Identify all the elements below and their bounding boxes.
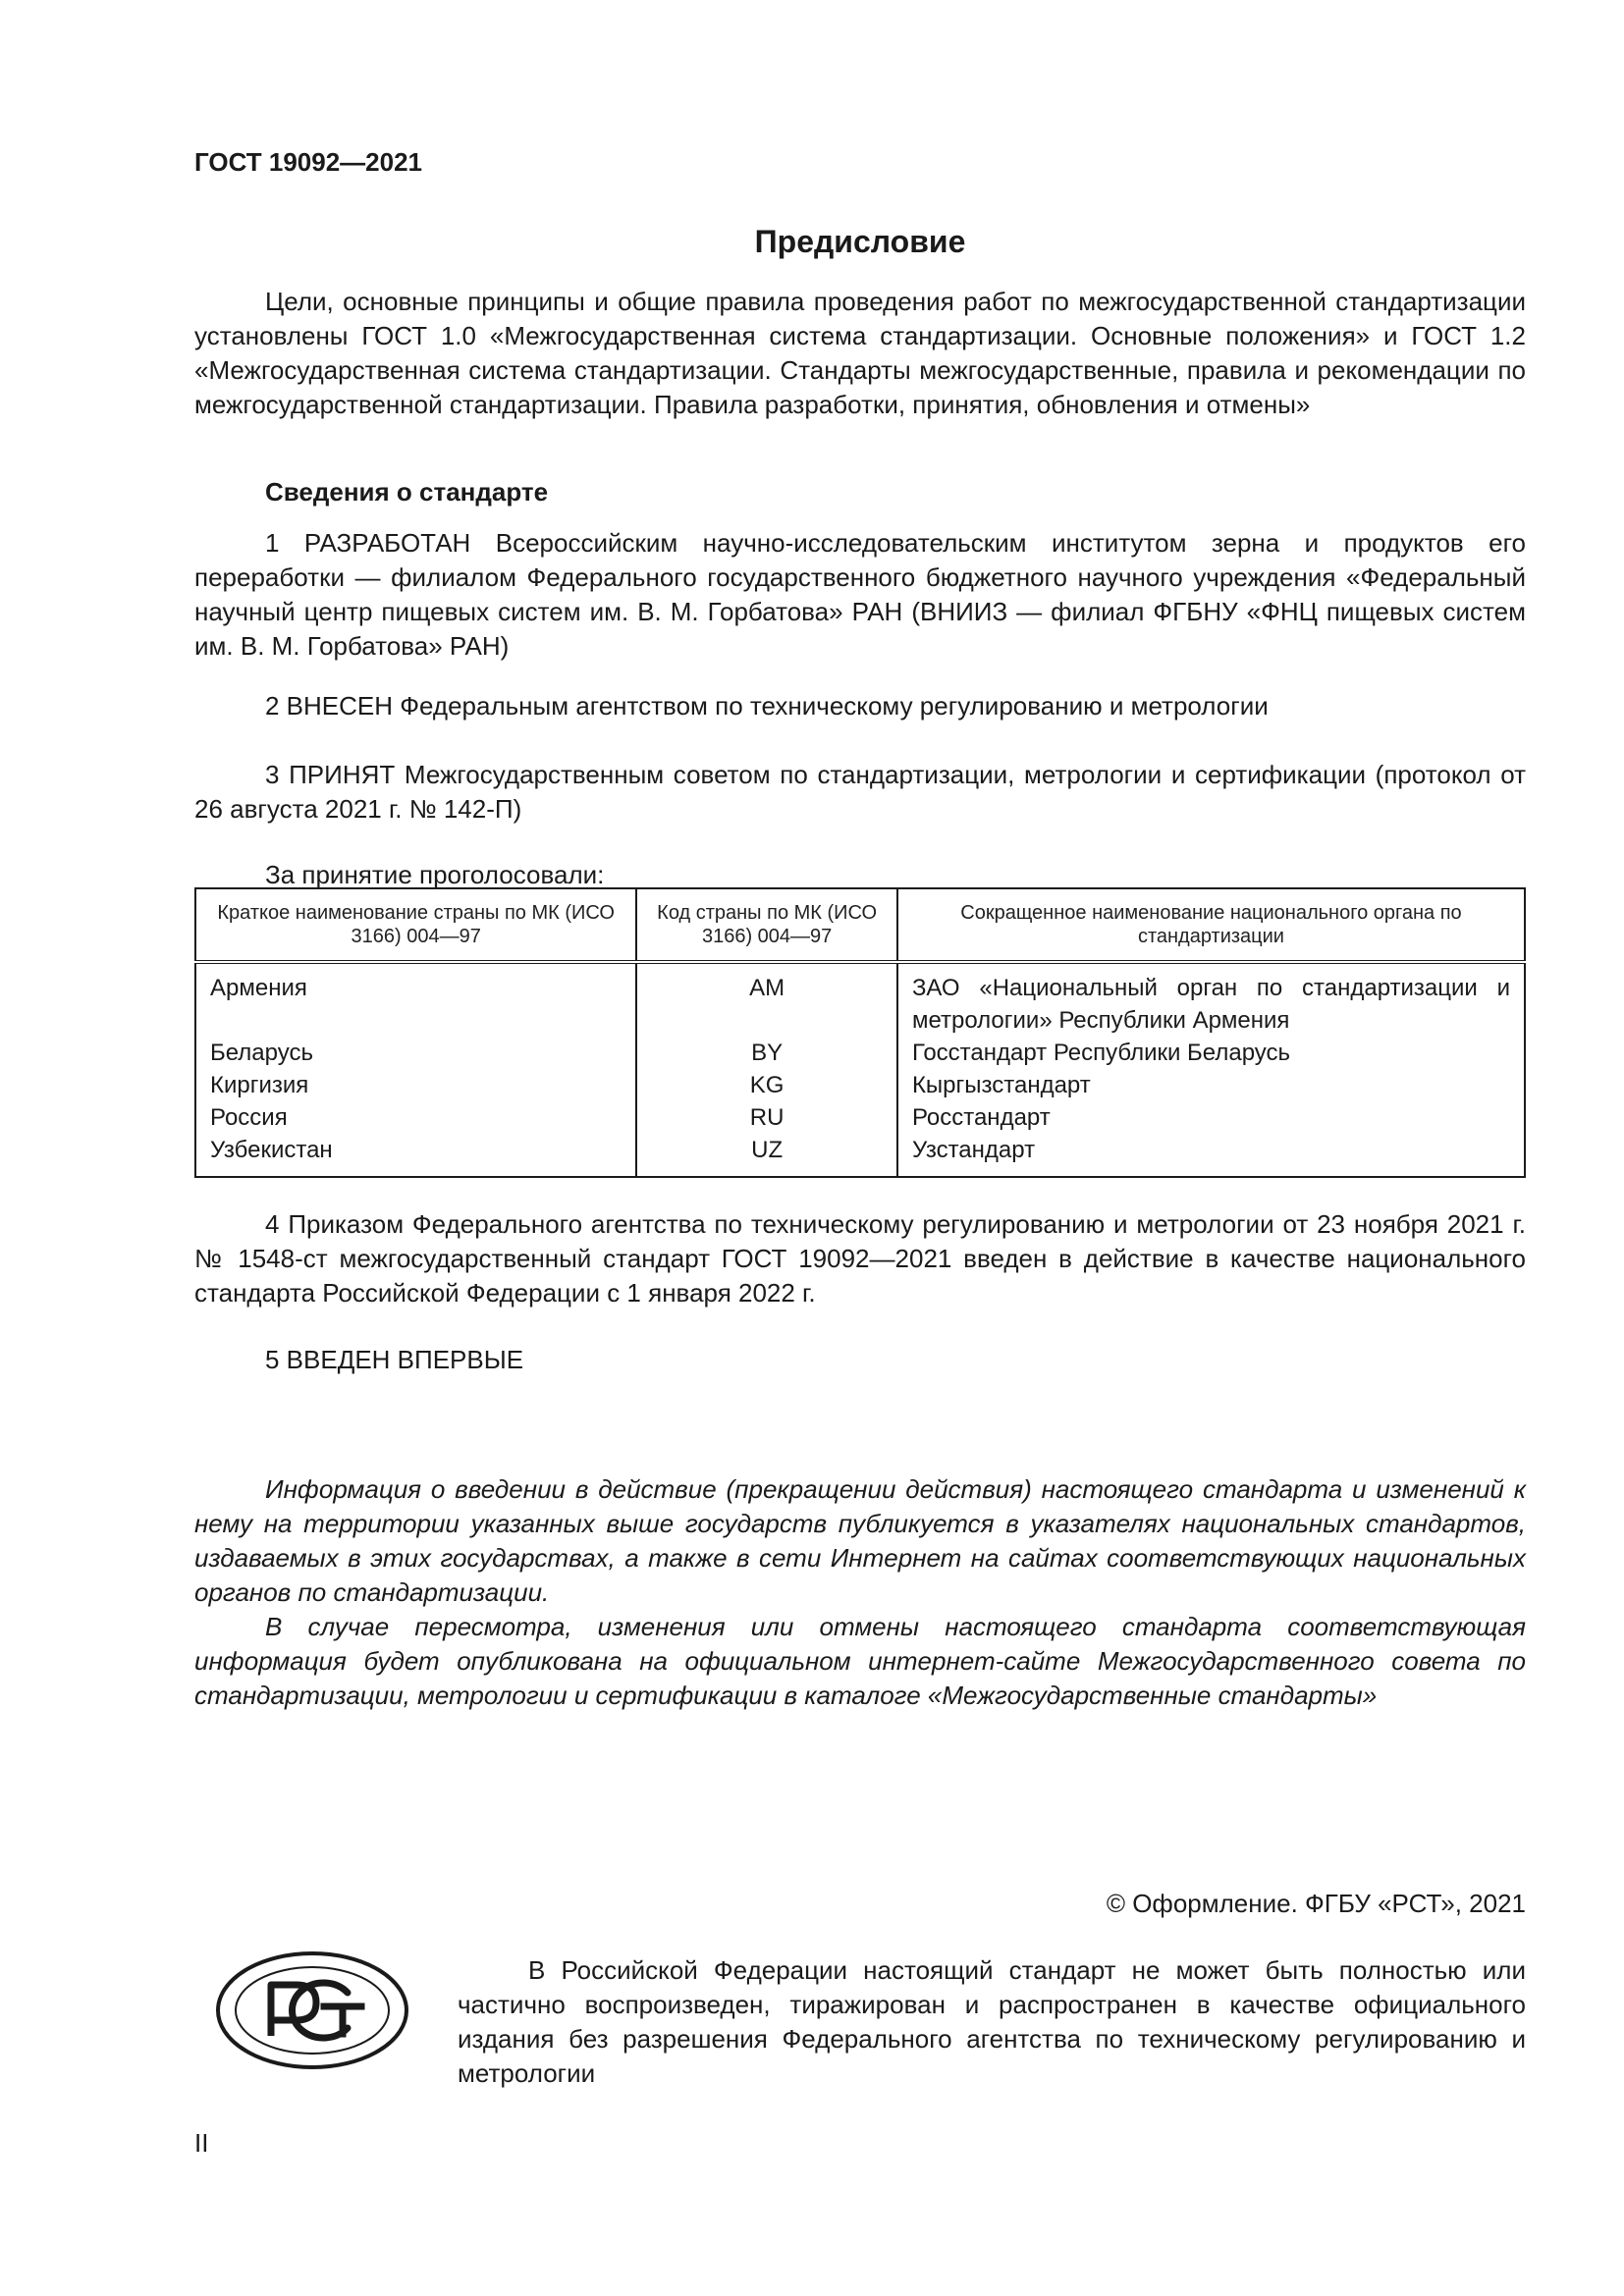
- org-cell: Госстандарт Республики Беларусь: [897, 1037, 1525, 1069]
- section-heading-block: [194, 475, 1526, 509]
- page-title: Предисловие: [754, 224, 966, 259]
- country-cell: Беларусь: [195, 1037, 636, 1069]
- table-row: [195, 1101, 1525, 1134]
- org-cell: Узстандарт: [897, 1134, 1525, 1177]
- note-publication-info: Информация о введении в действие (прекращении действия) настоящего стандарта и изменений к нему на территории указанных выше государств публикуется в указателях национальных стандартов, издаваемых в этих государствах, а также в сети Интернет на сайтах соответствующих национальных органов по стандартизации.: [194, 1474, 1526, 1607]
- code-cell: BY: [636, 1037, 897, 1069]
- table-row: [195, 1134, 1525, 1177]
- org-cell: ЗАО «Национальный орган по стандартизации и метрологии» Республики Армения: [897, 962, 1525, 1037]
- page-number: II: [194, 2128, 209, 2158]
- header-country-name: Краткое наименование страны по МК (ИСО 3166) 004—97: [195, 888, 636, 962]
- intro-paragraph: Цели, основные принципы и общие правила проведения работ по межгосударственной стандартизации установлены ГОСТ 1.0 «Межгосударственная система стандартизации. Основные положения» и ГОСТ 1.2 «Межгосударственная система стандартизации. Стандарты межгосударственные, правила и рекомендации по межгосударственной стандартизации. Правила разработки, принятия, обновления и отмены»: [194, 287, 1526, 419]
- item-1-developed: 1 РАЗРАБОТАН Всероссийским научно-исследовательским институтом зерна и продуктов его переработки — филиалом Федерального государственного бюджетного научного учреждения «Федеральный научный центр пищевых систем им. В. М. Горбатова» РАН (ВНИИЗ — филиал ФГБНУ «ФНЦ пищевых систем им. В. М. Горбатова» РАН): [194, 528, 1526, 661]
- item-4-order: 4 Приказом Федерального агентства по техническому регулированию и метрологии от 23 ноября 2021 г. № 1548-ст межгосударственный стандарт ГОСТ 19092—2021 введен в действие в качестве национального стандарта Российской Федерации с 1 января 2022 г.: [194, 1209, 1526, 1308]
- country-cell: Армения: [195, 962, 636, 1037]
- rst-logo-icon: [214, 1949, 410, 2071]
- table-row: [195, 1069, 1525, 1101]
- notes-block: [194, 1472, 1526, 1713]
- code-cell: UZ: [636, 1134, 897, 1177]
- header-country-code: Код страны по МК (ИСО 3166) 004—97: [636, 888, 897, 962]
- votes-table-header-row: [195, 888, 1525, 962]
- note-revision-info: В случае пересмотра, изменения или отмены настоящего стандарта соответствующая информация будет опубликована на официальном интернет-сайте Межгосударственного совета по стандартизации, метрологии и сертификации в каталоге «Межгосударственные стандарты»: [194, 1612, 1526, 1710]
- section-heading: Сведения о стандарте: [265, 477, 549, 507]
- org-cell: Росстандарт: [897, 1101, 1525, 1134]
- table-row: [195, 962, 1525, 1037]
- country-cell: Киргизия: [195, 1069, 636, 1101]
- votes-table: [194, 887, 1526, 1178]
- item-5-first-introduced: 5 ВВЕДЕН ВПЕРВЫЕ: [265, 1345, 524, 1374]
- item-4-block: [194, 1207, 1526, 1310]
- country-cell: Россия: [195, 1101, 636, 1134]
- item-3-block: [194, 758, 1526, 827]
- copyright-notice: © Оформление. ФГБУ «РСТ», 2021: [1106, 1889, 1526, 1918]
- item-1-block: [194, 526, 1526, 664]
- code-cell: RU: [636, 1101, 897, 1134]
- voted-label: За принятие проголосовали:: [265, 860, 605, 889]
- intro-block: [194, 285, 1526, 422]
- table-row: [195, 1037, 1525, 1069]
- org-cell: Кыргызстандарт: [897, 1069, 1525, 1101]
- item-3-adopted: 3 ПРИНЯТ Межгосударственным советом по стандартизации, метрологии и сертификации (протокол от 26 августа 2021 г. № 142-П): [194, 760, 1526, 824]
- country-cell: Узбекистан: [195, 1134, 636, 1177]
- code-cell: AM: [636, 962, 897, 1037]
- rights-notice: В Российской Федерации настоящий стандарт не может быть полностью или частично воспроизведен, тиражирован и распространен в качестве официального издания без разрешения Федерального агентства по техническому регулированию и метрологии: [458, 1955, 1526, 2088]
- standard-code-header: ГОСТ 19092—2021: [194, 147, 422, 177]
- item-5-block: [194, 1343, 1526, 1377]
- item-2-block: [194, 689, 1526, 723]
- header-national-body: Сокращенное наименование национального органа по стандартизации: [897, 888, 1525, 962]
- code-cell: KG: [636, 1069, 897, 1101]
- item-2-introduced: 2 ВНЕСЕН Федеральным агентством по техническому регулированию и метрологии: [265, 691, 1269, 721]
